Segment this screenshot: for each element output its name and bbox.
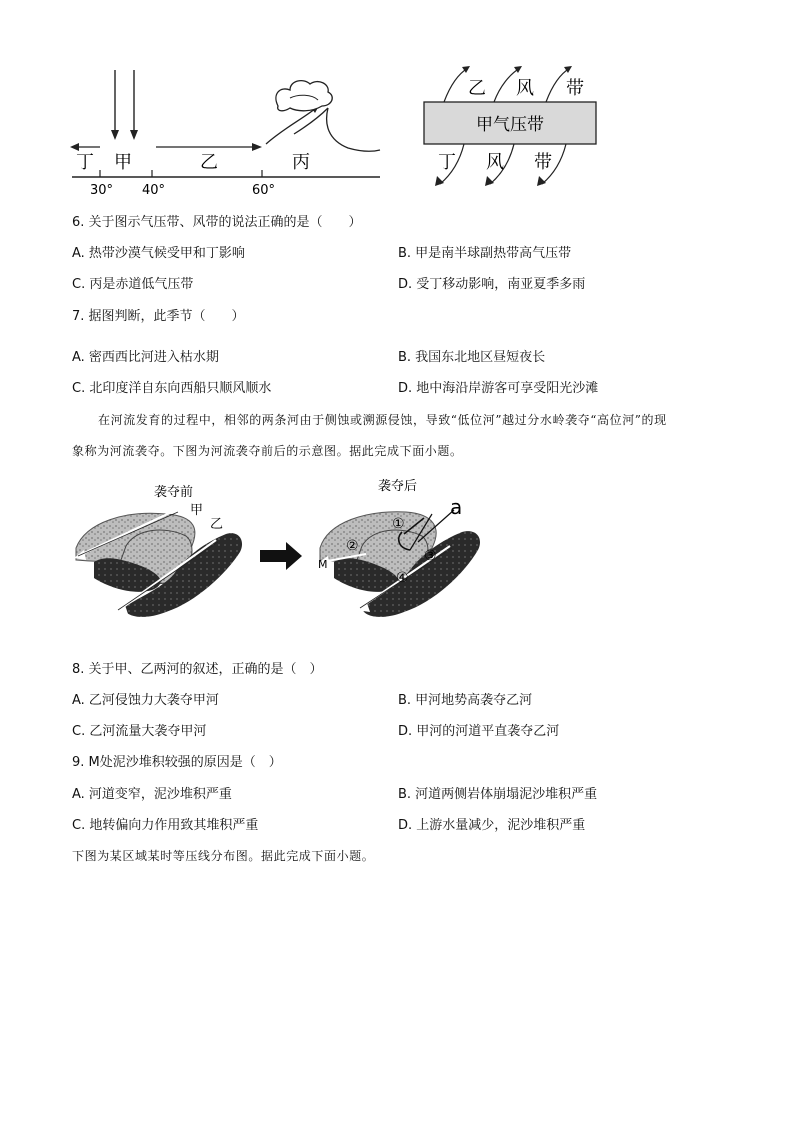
q6-option-c: C. 丙是赤道低气压带 [72,277,194,292]
q6-option-a: A. 热带沙漠气候受甲和丁影响 [72,246,245,261]
question-8-stem: 8. 关于甲、乙两河的叙述，正确的是（ ） [72,662,323,677]
q7-option-b: B. 我国东北地区昼短夜长 [398,350,546,365]
q7-option-a: A. 密西西比河进入枯水期 [72,350,219,365]
tick-30: 30° [90,183,114,198]
pressure-belt-figure [66,64,386,200]
passage-line-2: 象称为河流袭夺。下图为河流袭夺前后的示意图。据此完成下面小题。 [72,444,463,458]
top-char-1: 乙 [468,78,486,99]
question-7-stem: 7. 据图判断，此季节（ ） [72,309,245,324]
q6-option-d: D. 受丁移动影响，南亚夏季多雨 [398,277,586,292]
after-label-3: ③ [424,548,437,564]
after-label-2: ② [346,538,359,554]
pressure-box-label: 甲气压带 [476,115,544,135]
q7-option-d: D. 地中海沿岸游客可享受阳光沙滩 [398,381,599,396]
tick-60: 60° [252,183,276,198]
q9-option-c: C. 地转偏向力作用致其堆积严重 [72,818,259,833]
label-bing: 丙 [292,152,310,173]
after-title: 袭夺后 [378,479,418,494]
passage-line-1: 在河流发育的过程中，相邻的两条河由于侧蚀或溯源侵蚀，导致“低位河”越过分水岭袭夺“高位河”的现 [98,413,667,427]
label-yi: 乙 [200,152,218,173]
before-title: 袭夺前 [154,485,194,500]
before-label-jia: 甲 [190,503,204,518]
after-label-1: ① [392,516,405,532]
bottom-char-1: 丁 [438,152,456,173]
q6-option-b: B. 甲是南半球副热带高气压带 [398,246,572,261]
q8-option-a: A. 乙河侵蚀力大袭夺甲河 [72,693,219,708]
transition-arrow-icon [260,542,302,570]
q8-option-c: C. 乙河流量大袭夺甲河 [72,724,207,739]
river-capture-drawing [66,470,506,630]
after-label-m: M [318,558,328,571]
question-9-stem: 9. M处泥沙堆积较强的原因是（ ） [72,755,282,770]
q8-option-b: B. 甲河地势高袭夺乙河 [398,693,533,708]
before-label-yi: 乙 [210,517,224,532]
q9-option-b: B. 河道两侧岩体崩塌泥沙堆积严重 [398,787,598,802]
top-char-2: 风 [516,78,534,99]
q7-option-c: C. 北印度洋自东向西船只顺风顺水 [72,381,272,396]
after-label-4: ④ [396,570,409,586]
river-capture-figure [66,470,506,630]
q8-option-d: D. 甲河的河道平直袭夺乙河 [398,724,560,739]
bottom-char-2: 风 [486,152,504,173]
top-char-3: 带 [566,78,584,99]
label-jia: 甲 [114,152,132,173]
q9-option-d: D. 上游水量减少，泥沙堆积严重 [398,818,586,833]
bottom-char-3: 带 [534,152,552,173]
label-ding: 丁 [76,152,94,173]
q9-option-a: A. 河道变窄，泥沙堆积严重 [72,787,232,802]
question-6-stem: 6. 关于图示气压带、风带的说法正确的是（ ） [72,215,362,230]
wind-belt-figure [420,62,610,192]
tick-40: 40° [142,183,166,198]
after-label-a: a [450,495,463,519]
isobar-intro-text: 下图为某区域某时等压线分布图。据此完成下面小题。 [72,849,375,863]
